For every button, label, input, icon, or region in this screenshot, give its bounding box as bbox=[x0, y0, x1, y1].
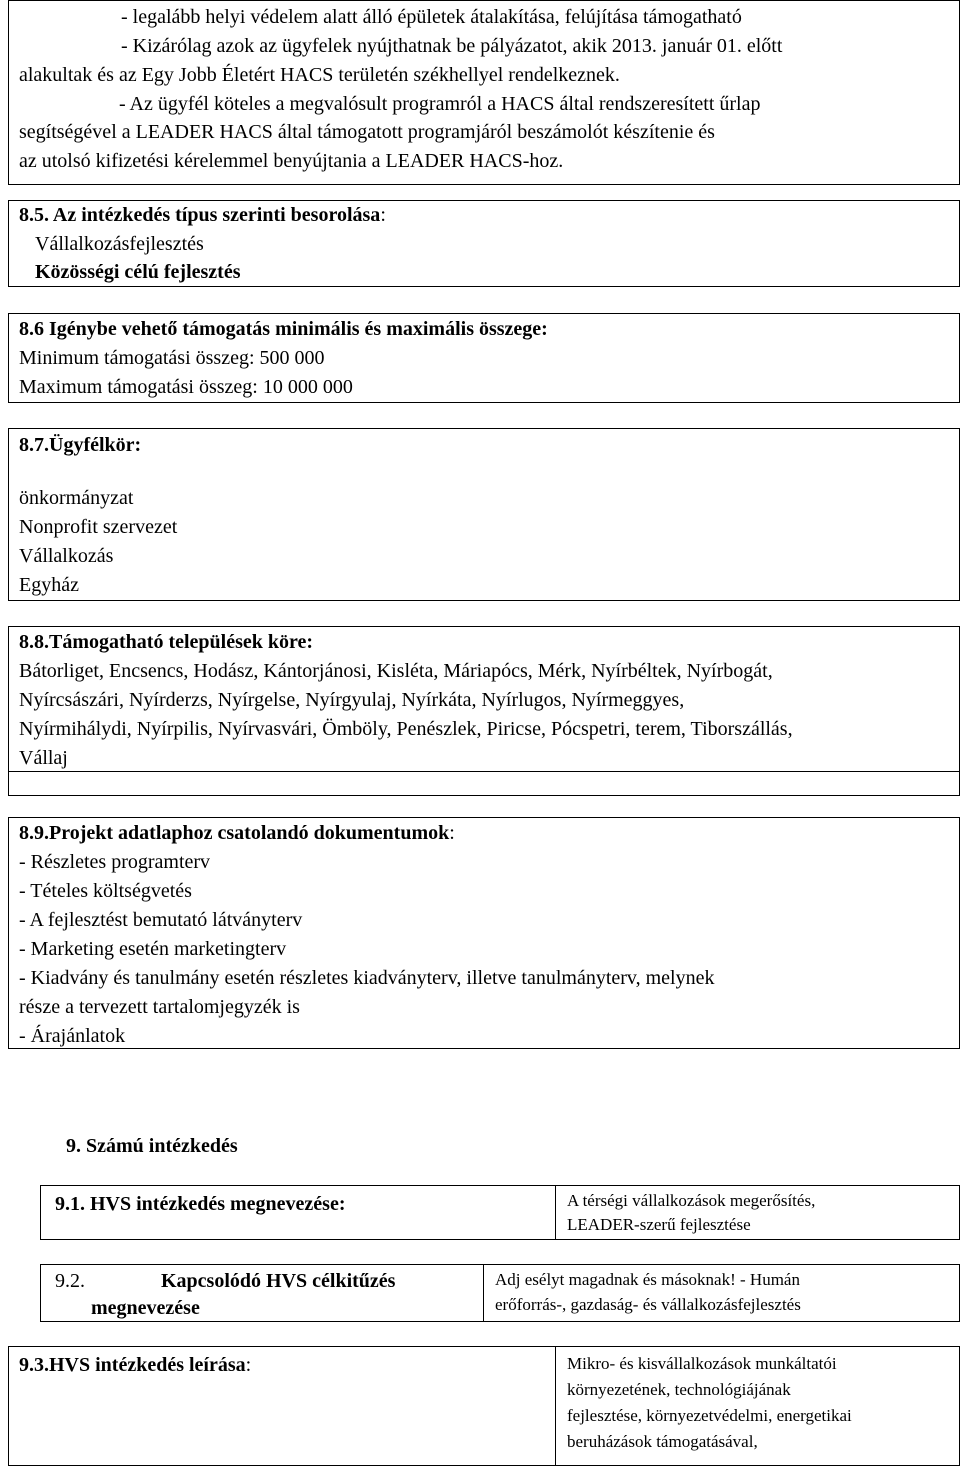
document-item: - Tételes költségvetés bbox=[19, 880, 192, 902]
section-title bbox=[19, 201, 386, 230]
row-9-1 bbox=[40, 1185, 960, 1240]
row-9-2 bbox=[40, 1264, 960, 1322]
row-label: 9.1. HVS intézkedés megnevezése: bbox=[55, 1193, 346, 1215]
section-number: 8.5. bbox=[19, 204, 53, 226]
column-divider bbox=[555, 1186, 556, 1239]
section-8-9-box bbox=[8, 817, 960, 1049]
document-item: - A fejlesztést bemutató látványterv bbox=[19, 909, 303, 931]
column-divider bbox=[555, 1347, 556, 1465]
minimum-amount: Minimum támogatási összeg: 500 000 bbox=[19, 347, 325, 369]
section-title-text: 8.9.Projekt adatlaphoz csatolandó dokumentumok bbox=[19, 822, 450, 844]
client-item: Egyház bbox=[19, 574, 79, 596]
client-item: Nonprofit szervezet bbox=[19, 516, 178, 538]
row-value: LEADER-szerű fejlesztése bbox=[567, 1215, 751, 1234]
row-value: fejlesztése, környezetvédelmi, energetikai bbox=[567, 1406, 852, 1425]
section-8-8-box bbox=[8, 626, 960, 796]
document-item: része a tervezett tartalomjegyzék is bbox=[19, 996, 300, 1018]
top-requirements-box bbox=[8, 0, 960, 185]
section-8-5-box bbox=[8, 200, 960, 287]
document-item: - Részletes programterv bbox=[19, 851, 211, 873]
settlement-line: Nyírcsászári, Nyírderzs, Nyírgelse, Nyírgyulaj, Nyírkáta, Nyírlugos, Nyírmeggyes, bbox=[19, 689, 685, 711]
section-title: 8.6 Igénybe vehető támogatás minimális és maximális összege: bbox=[19, 318, 548, 340]
row-value: beruházások támogatásával, bbox=[567, 1432, 758, 1451]
requirement-line: segítségével a LEADER HACS által támogatott programjáról beszámolót készítenie és bbox=[19, 121, 715, 143]
section-title-text: Az intézkedés típus szerinti besorolása bbox=[52, 204, 381, 226]
row-label: Kapcsolódó HVS célkitűzés bbox=[161, 1270, 396, 1292]
classification-item: Vállalkozásfejlesztés bbox=[35, 233, 204, 255]
requirement-line: alakultak és az Egy Jobb Életért HACS területén székhellyel rendelkeznek. bbox=[19, 64, 620, 86]
client-item: önkormányzat bbox=[19, 487, 134, 509]
maximum-amount: Maximum támogatási összeg: 10 000 000 bbox=[19, 376, 353, 398]
row-label-number: 9.2. bbox=[55, 1270, 85, 1292]
section-colon: : bbox=[449, 822, 455, 844]
client-item: Vállalkozás bbox=[19, 545, 114, 567]
classification-item: Közösségi célú fejlesztés bbox=[35, 261, 241, 283]
section-title: 8.7.Ügyfélkör: bbox=[19, 434, 142, 456]
document-item: - Kiadvány és tanulmány esetén részletes kiadványterv, illetve tanulmányterv, melynek bbox=[19, 967, 715, 989]
settlement-line: Vállaj bbox=[19, 747, 68, 769]
row-label-text: 9.3.HVS intézkedés leírása bbox=[19, 1354, 246, 1376]
section-8-7-box bbox=[8, 428, 960, 601]
row-label: megnevezése bbox=[91, 1297, 200, 1319]
row-value: Mikro- és kisvállalkozások munkáltatói bbox=[567, 1354, 837, 1373]
document-item: - Árajánlatok bbox=[19, 1025, 126, 1047]
row-value: Adj esélyt magadnak és másoknak! - Humán bbox=[495, 1270, 800, 1289]
row-label-colon: : bbox=[245, 1354, 252, 1376]
requirement-line: - legalább helyi védelem alatt álló épületek átalakítása, felújítása támogatható bbox=[121, 6, 742, 28]
document-item: - Marketing esetén marketingterv bbox=[19, 938, 287, 960]
row-value: erőforrás-, gazdaság- és vállalkozásfejlesztés bbox=[495, 1295, 801, 1314]
chapter-heading: 9. Számú intézkedés bbox=[66, 1135, 238, 1157]
divider bbox=[9, 771, 959, 772]
column-divider bbox=[483, 1265, 484, 1321]
settlement-line: Bátorliget, Encsencs, Hodász, Kántorjánosi, Kisléta, Máriapócs, Mérk, Nyírbéltek, Nyírbogát, bbox=[19, 660, 773, 682]
row-label bbox=[19, 1351, 251, 1380]
section-colon: : bbox=[380, 204, 386, 226]
requirement-line: az utolsó kifizetési kérelemmel benyújtania a LEADER HACS-hoz. bbox=[19, 150, 564, 172]
requirement-line: - Kizárólag azok az ügyfelek nyújthatnak be pályázatot, akik 2013. január 01. előtt bbox=[121, 35, 783, 57]
section-title: 8.8.Támogatható települések köre: bbox=[19, 631, 314, 653]
section-8-6-box bbox=[8, 313, 960, 403]
requirement-line: - Az ügyfél köteles a megvalósult programról a HACS által rendszeresített űrlap bbox=[119, 93, 761, 115]
section-title bbox=[19, 819, 455, 848]
row-9-3 bbox=[8, 1346, 960, 1466]
row-value: környezetének, technológiájának bbox=[567, 1380, 791, 1399]
row-value: A térségi vállalkozások megerősítés, bbox=[567, 1191, 816, 1210]
settlement-line: Nyírmihálydi, Nyírpilis, Nyírvasvári, Ömböly, Penészlek, Piricse, Pócspetri, terem, Tiborszállás, bbox=[19, 718, 793, 740]
